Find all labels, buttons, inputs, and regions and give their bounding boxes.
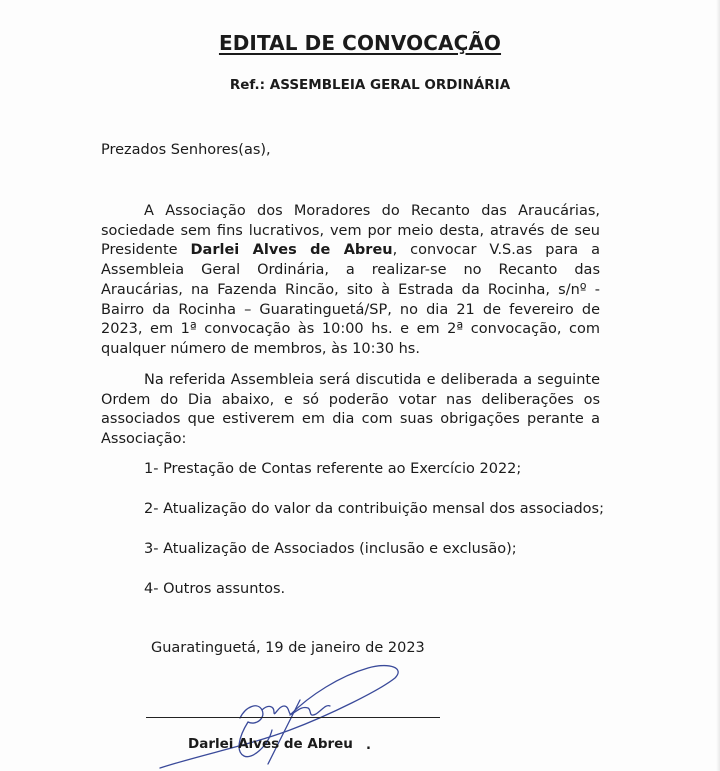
handwritten-signature	[140, 660, 420, 771]
document-title: EDITAL DE CONVOCAÇÃO	[218, 31, 502, 55]
greeting: Prezados Senhores(as),	[101, 142, 271, 158]
agenda-item: 1- Prestação de Contas referente ao Exercício 2022;	[144, 461, 522, 477]
president-name: Darlei Alves de Abreu	[190, 242, 393, 259]
paragraph-convocation-details: , convocar V.S.as para a Assembleia Geral Ordinária, a realizar-se no Recanto das Araucárias, na Fazenda Rincão, sito à Estrada da Rocinha, s/nº - Bairro da Rocinha – Guaratinguetá/SP, no dia 21 de fevereiro de 2023, em 1ª convocação às 10:00 hs. e em 2ª convocação, com qualquer número de membros, às 10:30 hs.	[101, 242, 600, 357]
agenda-item: 4- Outros assuntos.	[144, 581, 286, 597]
document-reference: Ref.: ASSEMBLEIA GERAL ORDINÁRIA	[229, 77, 511, 93]
agenda-item: 2- Atualização do valor da contribuição mensal dos associados;	[144, 501, 604, 517]
scan-edge-shadow	[716, 0, 720, 771]
paragraph-convocation-intro: A Associação dos Moradores do Recanto das Araucárias, sociedade sem fins lucrativos, vem por meio desta, através de seu Presidente	[101, 203, 600, 259]
signer-trailing-mark: .	[366, 738, 371, 753]
paragraph-agenda-intro: Na referida Assembleia será discutida e deliberada a seguinte Ordem do Dia abaixo, e só poderão votar nas deliberações os associados que estiverem em dia com suas obrigações perante a Associação:	[101, 372, 600, 448]
signer-name: Darlei Alves de Abreu	[188, 736, 353, 752]
paragraph-convocation	[101, 202, 600, 360]
signature-line	[146, 717, 440, 718]
agenda-list	[144, 460, 604, 620]
place-and-date: Guaratinguetá, 19 de janeiro de 2023	[151, 640, 425, 656]
agenda-item: 3- Atualização de Associados (inclusão e exclusão);	[144, 541, 517, 557]
